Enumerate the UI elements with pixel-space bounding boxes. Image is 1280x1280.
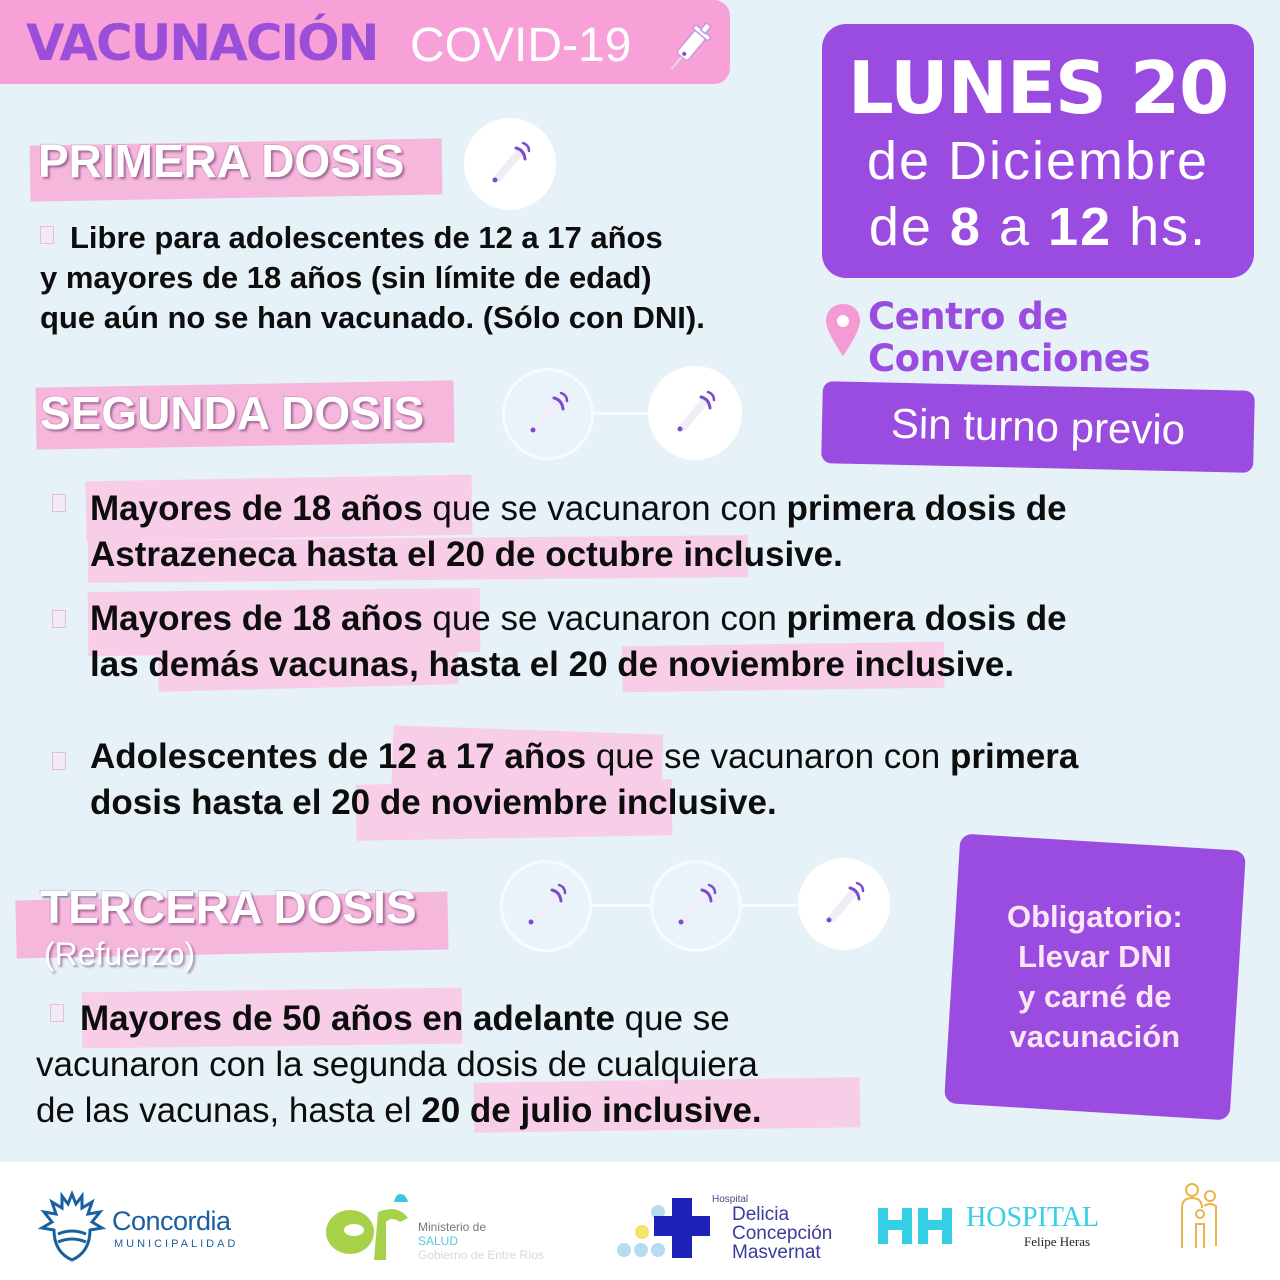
family-figure-logo [1170, 1182, 1230, 1254]
er-icon [320, 1190, 412, 1262]
location-line-2: Convenciones [868, 337, 1150, 380]
segunda-2-date: 20 de noviembre [568, 645, 845, 684]
hfh-sub: Felipe Heras [1024, 1234, 1091, 1249]
hospital-delicia-logo [614, 1192, 854, 1272]
tercera-line-2: vacunaron con la segunda dosis de cualquiera [36, 1045, 758, 1084]
location-name [868, 296, 1150, 380]
date-box [822, 24, 1254, 278]
dose-connector [742, 904, 800, 907]
primera-dosis-heading: PRIMERA DOSIS [38, 135, 405, 187]
concordia-word: Concordia [112, 1206, 231, 1236]
syringe-icon [518, 384, 578, 444]
bullet-checkbox [52, 752, 66, 770]
footer-logos [0, 1162, 1280, 1280]
segunda-3-date: 20 de noviembre [331, 783, 608, 822]
time-start: 8 [949, 197, 982, 257]
segunda-1-age: Mayores de 18 años [90, 489, 423, 528]
mandatory-notice [944, 834, 1246, 1121]
concordia-municipalidad-logo [36, 1190, 256, 1260]
location-line-1: Centro de [868, 295, 1068, 338]
bullet-checkbox [52, 610, 66, 628]
segunda-1-text: que se vacunaron con [422, 489, 787, 528]
segunda-3-inclusive: inclusive. [607, 783, 777, 822]
tercera-text: que se [614, 999, 730, 1038]
date-time [822, 194, 1254, 260]
syringe-icon [480, 134, 540, 194]
concordia-shield-icon [36, 1190, 108, 1262]
mandatory-line-4: vacunación [1009, 1019, 1181, 1054]
date-month: de Diciembre [866, 131, 1210, 191]
dose-connector [592, 904, 652, 907]
hdcm-small: Hospital [712, 1194, 749, 1205]
primera-line-1: Libre para adolescentes de 12 a 17 años [70, 220, 663, 255]
segunda-3-age: 12 a 17 años [377, 737, 587, 776]
segunda-2-text: que se vacunaron con [422, 599, 787, 638]
title-sub: COVID-19 [410, 19, 632, 72]
hh-icon [876, 1206, 956, 1246]
segunda-dosis-heading: SEGUNDA DOSIS [40, 387, 425, 439]
medical-cross-icon [614, 1192, 724, 1262]
segunda-2-inclusive: inclusive. [844, 645, 1015, 684]
dose-icon-1 [502, 368, 594, 460]
hdcm-line-1: Delicia [732, 1204, 790, 1225]
ministerio-salud-er-logo [320, 1190, 570, 1264]
segunda-1-dose: primera dosis de [786, 489, 1067, 528]
dose-icon-2 [650, 860, 742, 952]
segunda-item-3 [90, 734, 1250, 826]
tercera-line-3: de las vacunas, hasta el [36, 1091, 422, 1130]
segunda-item-2 [90, 596, 1250, 688]
hdcm-line-3: Masvernat [732, 1242, 821, 1263]
time-prefix: de [868, 197, 933, 257]
segunda-1-inclusive: inclusive. [673, 535, 843, 574]
segunda-3-dose: primera [949, 737, 1079, 776]
tercera-onwards: en adelante [412, 999, 615, 1038]
map-pin-icon [824, 302, 862, 358]
dose-icon-2 [648, 366, 742, 460]
bullet-checkbox [52, 494, 66, 512]
segunda-item-1 [90, 486, 1250, 578]
time-suffix: hs. [1129, 197, 1208, 257]
segunda-1-vaccine-date: Astrazeneca hasta el 20 de octubre [90, 535, 674, 574]
mandatory-line-1: Obligatorio: [1007, 899, 1183, 934]
tercera-date: 20 de julio inclusive. [421, 1091, 762, 1130]
hdcm-line-2: Concepción [732, 1223, 833, 1244]
concordia-sub: MUNICIPALIDAD [114, 1238, 239, 1250]
dose-icon-1 [500, 860, 592, 952]
segunda-3-text: que se vacunaron con [586, 737, 950, 776]
tercera-dosis-subheading: (Refuerzo) [44, 936, 196, 972]
dose-connector [594, 412, 650, 415]
hospital-felipe-heras-logo [876, 1202, 1116, 1252]
syringe-icon [666, 876, 726, 936]
dose-icon-1 [464, 118, 556, 210]
segunda-3-group: Adolescentes de [90, 737, 378, 776]
tercera-item [36, 996, 916, 1134]
mandatory-line-3: y carné de [1018, 979, 1172, 1014]
er-line-1: Ministerio de [418, 1220, 487, 1234]
segunda-2-las: las [90, 645, 149, 684]
er-line-3: Gobierno de Entre Ríos [418, 1248, 545, 1262]
segunda-2-until: hasta el [418, 645, 569, 684]
syringe-icon [516, 876, 576, 936]
primera-line-3: que aún no se han vacunado. (Sólo con DNI). [40, 300, 705, 335]
hfh-word: HOSPITAL [966, 1202, 1100, 1233]
tercera-age: Mayores de 50 años [80, 999, 413, 1038]
no-appointment-badge: Sin turno previo [821, 381, 1255, 473]
time-end: 12 [1048, 197, 1113, 257]
segunda-2-age: Mayores de 18 años [90, 599, 423, 638]
syringe-icon [660, 16, 720, 78]
time-sep: a [998, 197, 1032, 257]
segunda-3-until: dosis hasta el [90, 783, 332, 822]
primera-item [40, 218, 820, 338]
syringe-icon [814, 874, 874, 934]
segunda-2-vaccines: demás vacunas, [148, 645, 419, 684]
tercera-dosis-heading: TERCERA DOSIS [40, 881, 417, 933]
segunda-2-dose: primera dosis de [786, 599, 1067, 638]
dose-icon-3 [798, 858, 890, 950]
er-line-2: SALUD [418, 1234, 459, 1248]
primera-line-2: y mayores de 18 años (sin límite de edad) [40, 260, 652, 295]
title-main: VACUNACIÓN [26, 14, 378, 72]
date-day: LUNES 20 [847, 46, 1229, 130]
mandatory-line-2: Llevar DNI [1018, 939, 1172, 974]
syringe-icon [665, 383, 725, 443]
